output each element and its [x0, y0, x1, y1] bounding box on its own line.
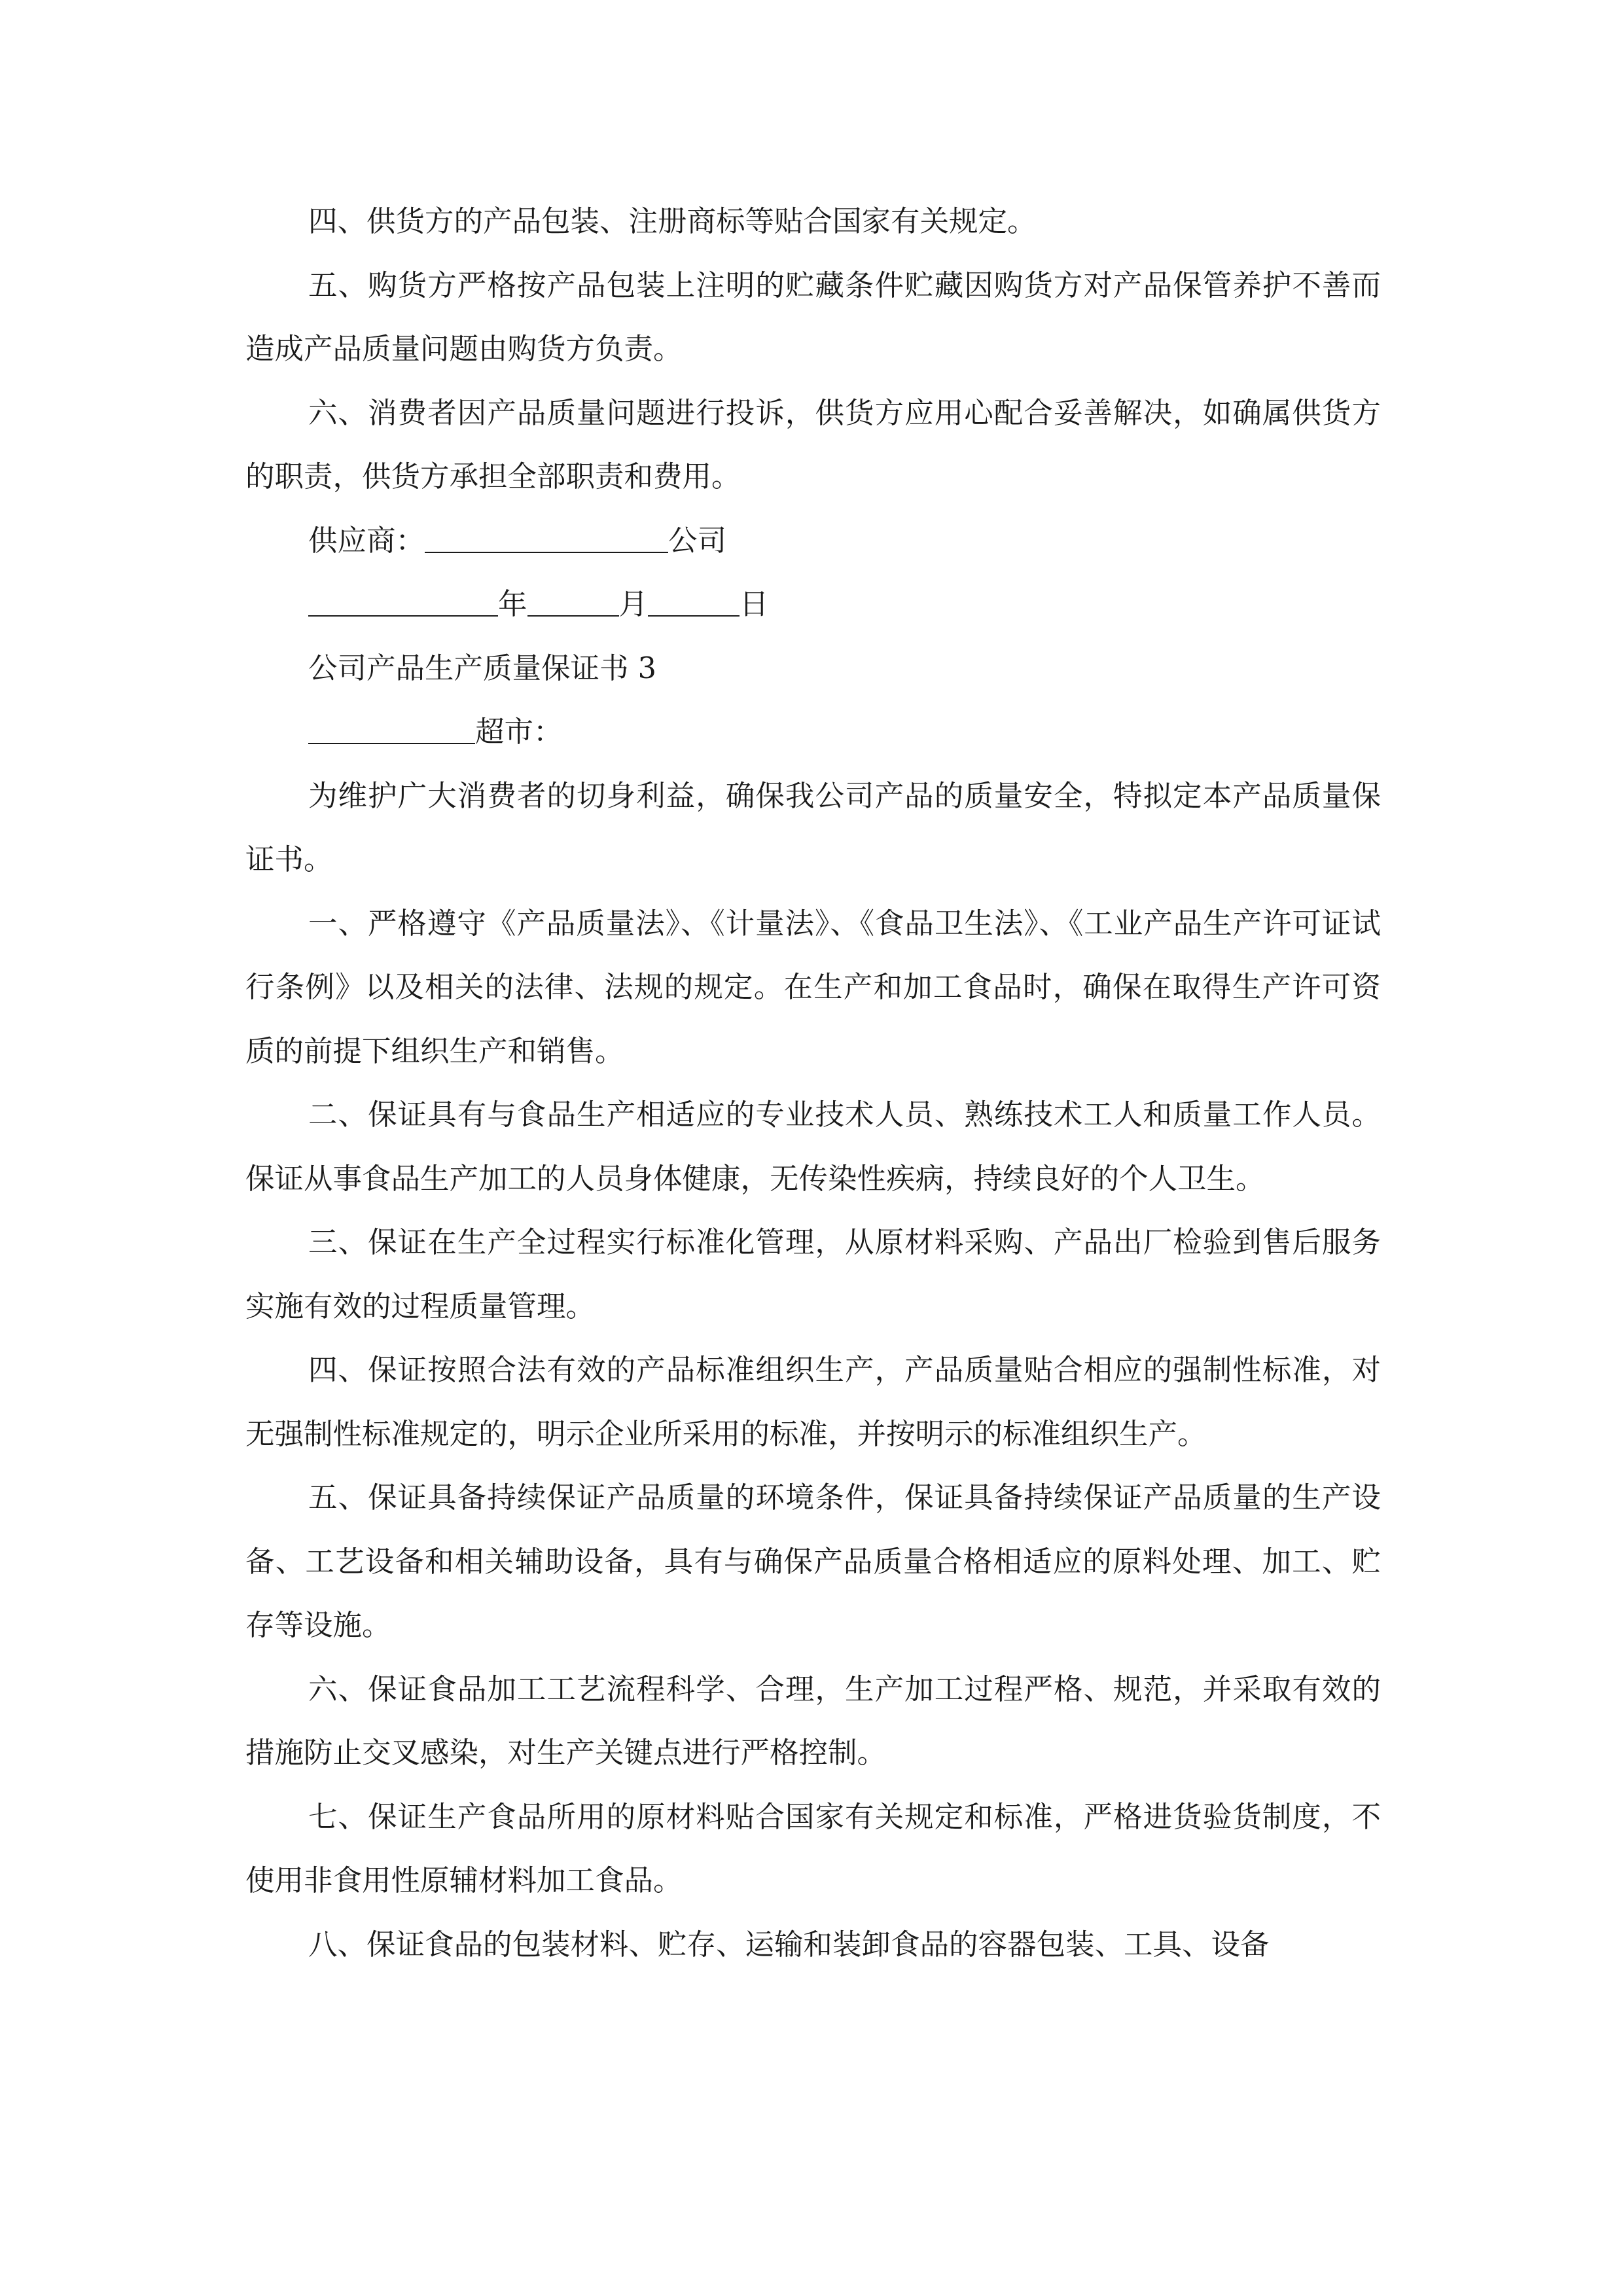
section-title: 公司产品生产质量保证书 3: [308, 651, 656, 685]
year-blank: [308, 586, 498, 617]
day-blank: [648, 586, 740, 617]
item-5: 五、保证具备持续保证产品质量的环境条件，保证具备持续保证产品质量的生产设备、工艺设备和相关辅助设备，具有与确保产品质量合格相适应的原料处理、加工、贮存等设施。: [245, 1481, 1381, 1642]
document-body: [245, 190, 1381, 1977]
supermarket-name-blank: [308, 714, 475, 744]
clause-6-supply: 六、消费者因产品质量问题进行投诉，供货方应用心配合妥善解决，如确属供货方的职责，供货方承担全部职责和费用。: [245, 396, 1381, 493]
item-4: 四、保证按照合法有效的产品标准组织生产，产品质量贴合相应的强制性标准，对无强制性标准规定的，明示企业所采用的标准，并按明示的标准组织生产。: [245, 1354, 1381, 1451]
addressee-line: [245, 700, 1381, 764]
clause-5-supply: 五、购货方严格按产品包装上注明的贮藏条件贮藏因购货方对产品保管养护不善而造成产品质量问题由购货方负责。: [245, 268, 1381, 366]
item-7: 七、保证生产食品所用的原材料贴合国家有关规定和标准，严格进货验货制度，不使用非食用性原辅材料加工食品。: [245, 1800, 1381, 1897]
item-2: 二、保证具有与食品生产相适应的专业技术人员、熟练技术工人和质量工作人员。保证从事食品生产加工的人员身体健康，无传染性疾病，持续良好的个人卫生。: [245, 1098, 1381, 1196]
addressee-suffix: 超市：: [475, 715, 563, 749]
supplier-label: 供应商：: [308, 524, 425, 558]
item-8: 八、保证食品的包装材料、贮存、运输和装卸食品的容器包装、工具、设备: [308, 1928, 1270, 1962]
intro-paragraph: 为维护广大消费者的切身利益，确保我公司产品的质量安全，特拟定本产品质量保证书。: [245, 779, 1381, 876]
date-line: [245, 573, 1381, 637]
item-3: 三、保证在生产全过程实行标准化管理，从原材料采购、产品出厂检验到售后服务实施有效的过程质量管理。: [245, 1226, 1381, 1323]
clause-4-supply: 四、供货方的产品包装、注册商标等贴合国家有关规定。: [308, 205, 1037, 238]
month-blank: [527, 586, 619, 617]
supplier-name-blank: [425, 523, 668, 553]
item-1: 一、严格遵守《产品质量法》、《计量法》、《食品卫生法》、《工业产品生产许可证试行条例》以及相关的法律、法规的规定。在生产和加工食品时，确保在取得生产许可资质的前提下组织生产和销售。: [245, 906, 1381, 1068]
date-year-label: 年: [498, 588, 527, 621]
supplier-suffix: 公司: [668, 524, 727, 558]
date-day-label: 日: [740, 588, 769, 621]
item-6: 六、保证食品加工工艺流程科学、合理，生产加工过程严格、规范，并采取有效的措施防止交叉感染，对生产关键点进行严格控制。: [245, 1672, 1381, 1770]
date-month-label: 月: [618, 588, 649, 621]
supplier-signature-line: [245, 509, 1381, 573]
